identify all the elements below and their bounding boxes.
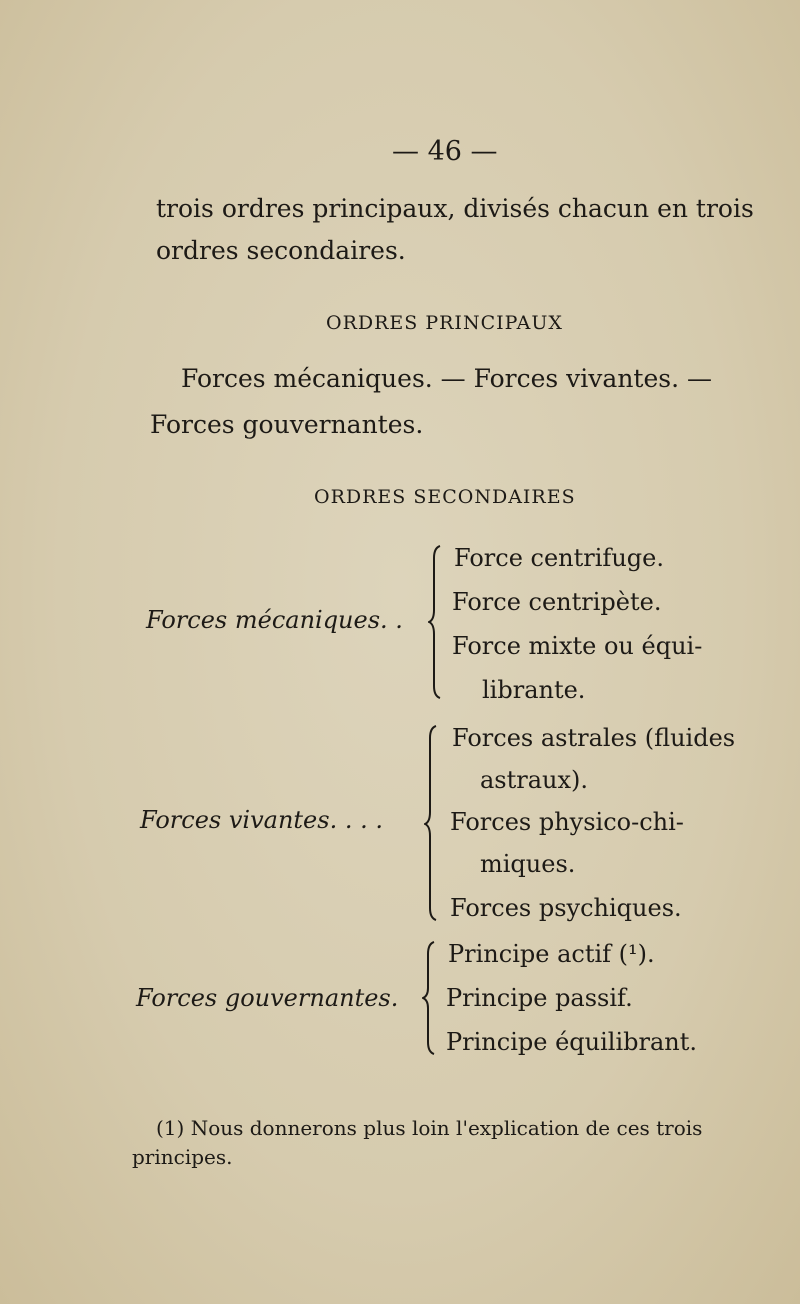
page-number: — 46 — bbox=[392, 136, 498, 167]
principal-orders-line-1: Forces mécaniques. — Forces vivantes. — bbox=[181, 364, 712, 393]
group-item: Force centrifuge. bbox=[454, 544, 664, 572]
group-item: Principe passif. bbox=[446, 984, 633, 1012]
group-item: miques. bbox=[480, 850, 576, 878]
group-item: Principe équilibrant. bbox=[446, 1028, 697, 1056]
secondary-orders-heading: ORDRES SECONDAIRES bbox=[314, 486, 576, 508]
group-brace-gouvernantes bbox=[422, 940, 442, 1056]
intro-line-1: trois ordres principaux, divisés chacun en trois bbox=[156, 194, 754, 223]
principal-orders-line-2: Forces gouvernantes. bbox=[150, 410, 424, 439]
group-brace-mecaniques bbox=[428, 544, 448, 700]
group-item: astraux). bbox=[480, 766, 589, 794]
group-brace-vivantes bbox=[424, 724, 444, 922]
group-item: librante. bbox=[482, 676, 586, 704]
footnote-line-2: principes. bbox=[132, 1145, 233, 1169]
group-label-gouvernantes: Forces gouvernantes. bbox=[136, 984, 399, 1012]
group-item: Forces physico-chi- bbox=[450, 808, 684, 836]
group-item: Forces psychiques. bbox=[450, 894, 682, 922]
principal-orders-heading: ORDRES PRINCIPAUX bbox=[326, 312, 563, 334]
group-item: Force centripète. bbox=[452, 588, 662, 616]
group-item: Forces astrales (fluides bbox=[452, 724, 736, 752]
intro-line-2: ordres secondaires. bbox=[156, 236, 406, 265]
group-label-vivantes: Forces vivantes. . . . bbox=[140, 806, 383, 834]
group-label-mecaniques: Forces mécaniques. . bbox=[146, 606, 403, 634]
footnote-line-1: (1) Nous donnerons plus loin l'explication de ces trois bbox=[156, 1116, 703, 1140]
group-item: Force mixte ou équi- bbox=[452, 632, 703, 660]
group-item: Principe actif (¹). bbox=[448, 940, 655, 968]
